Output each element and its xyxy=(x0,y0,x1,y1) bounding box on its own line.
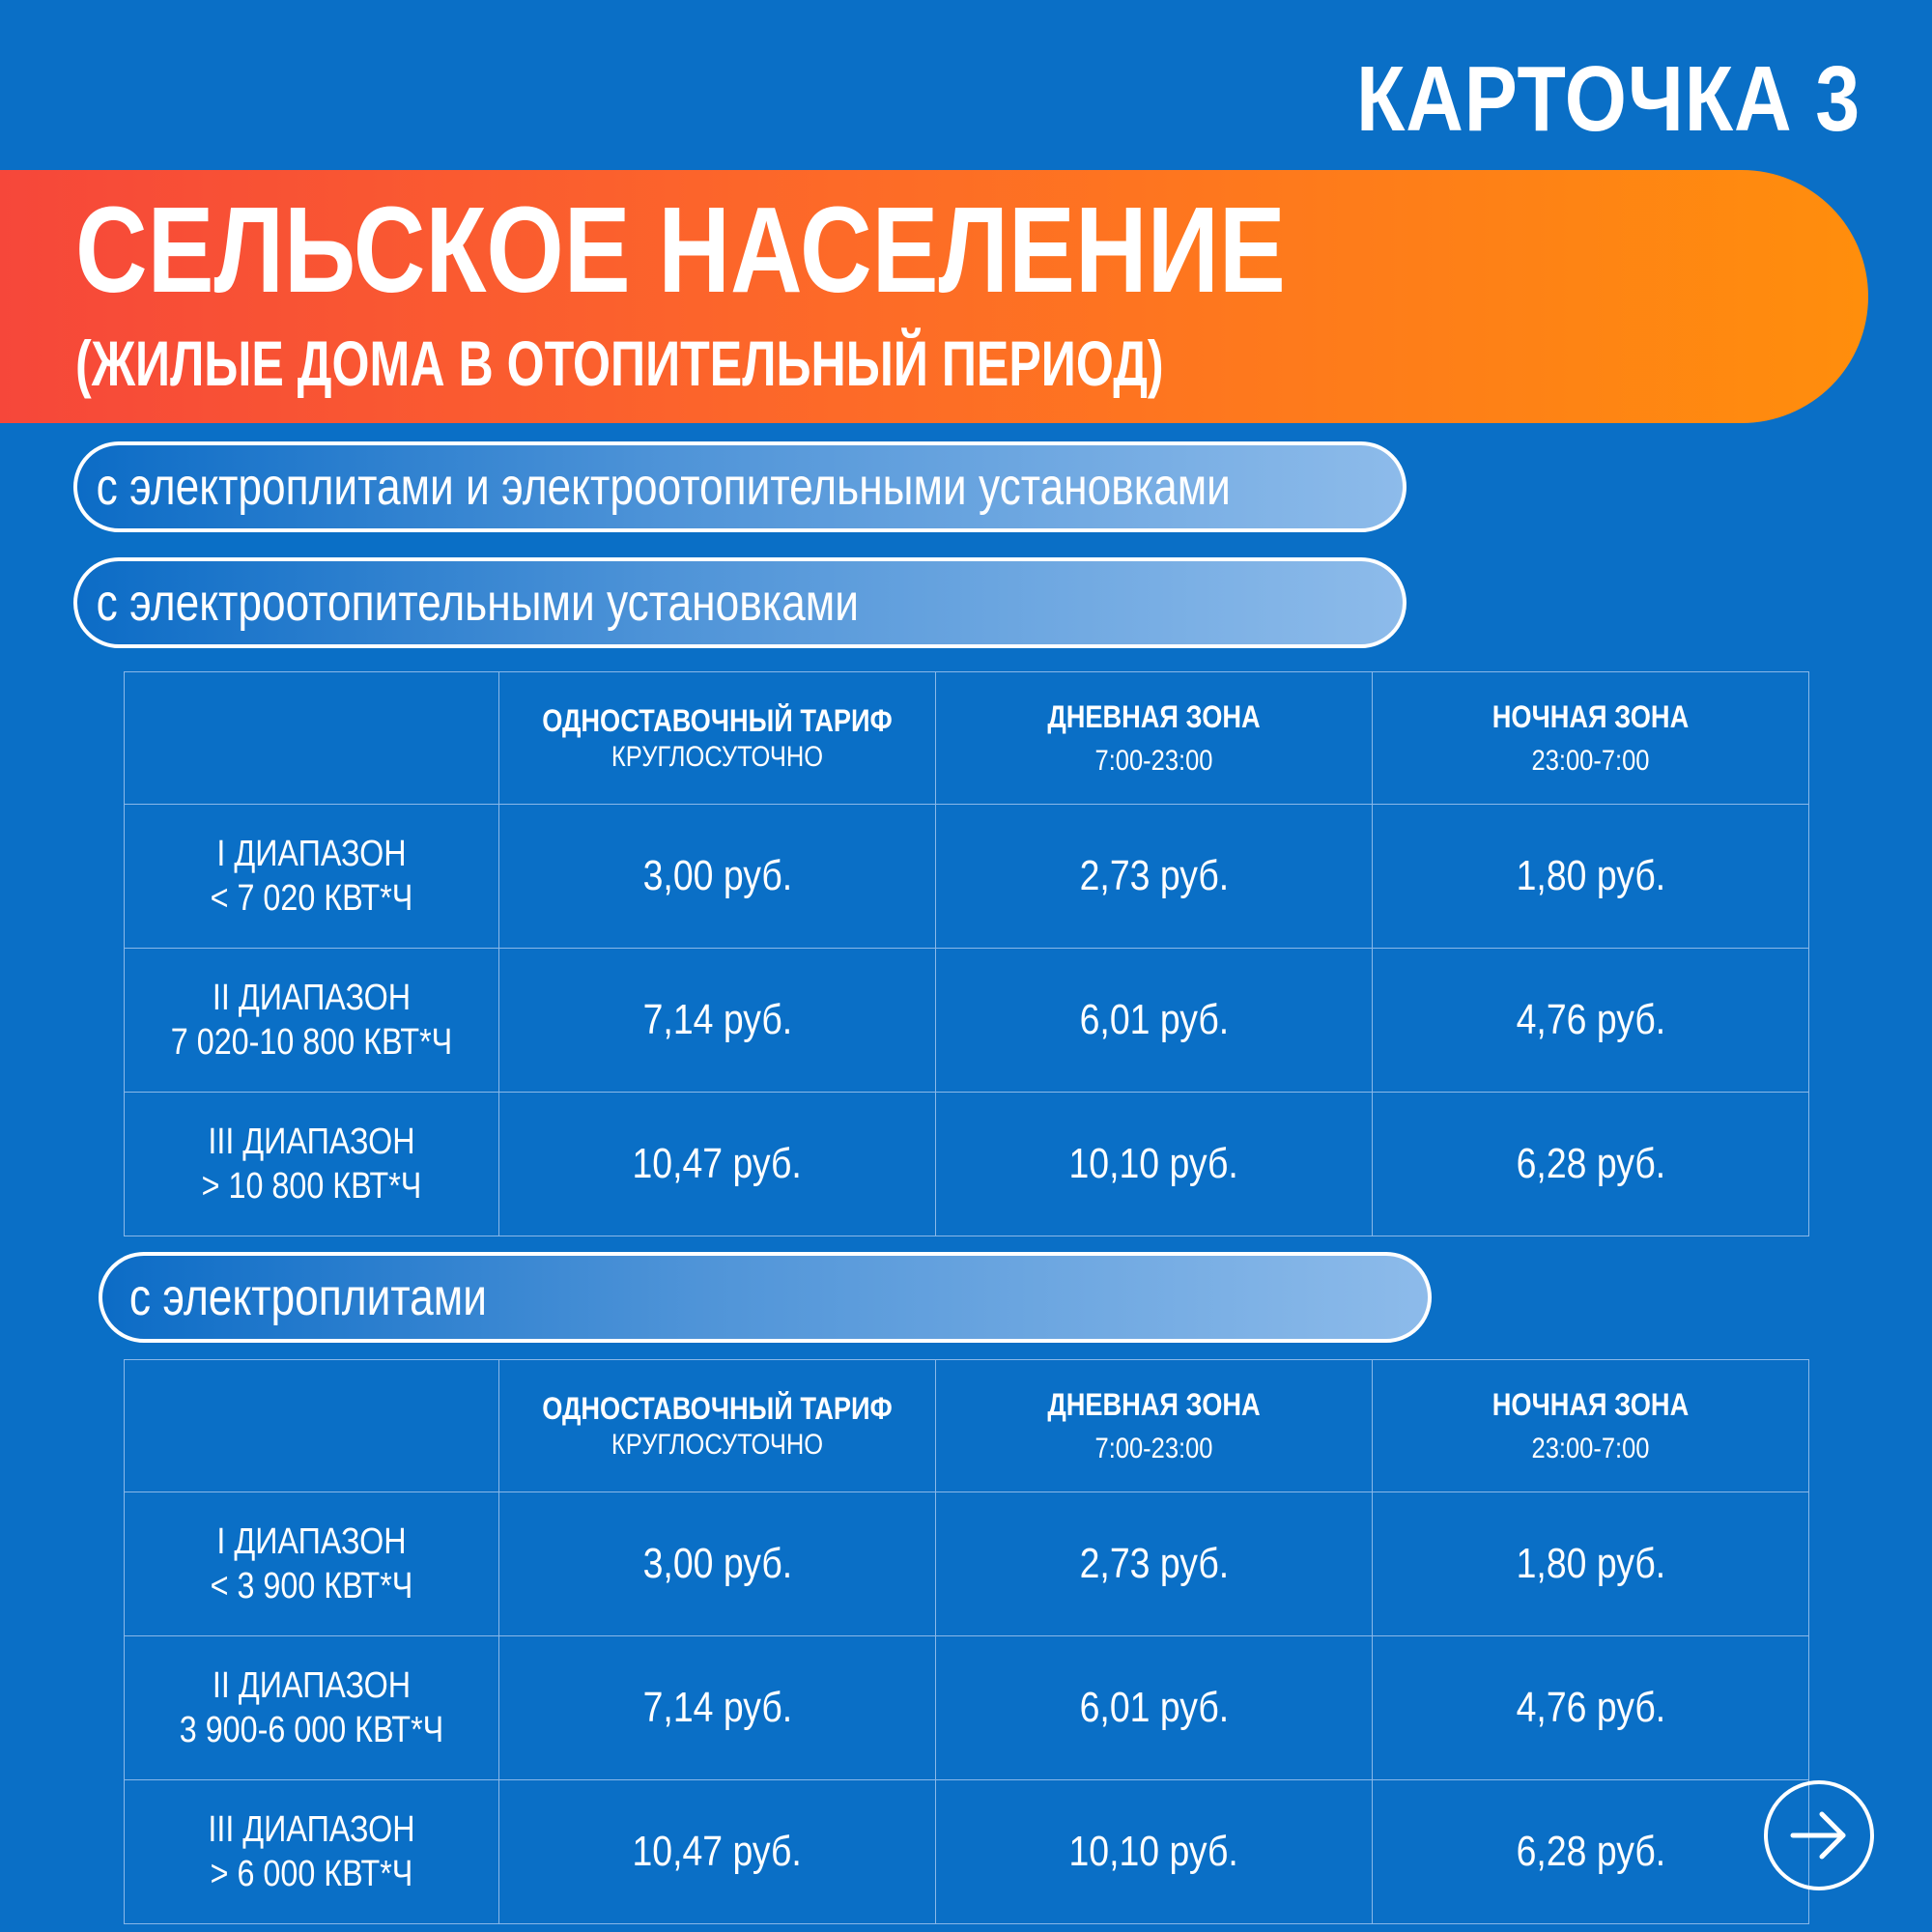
header-subtitle: 23:00-7:00 xyxy=(1531,744,1650,777)
header-subtitle: 7:00-23:00 xyxy=(1094,744,1213,777)
table-row xyxy=(125,949,1809,1093)
price-cell-night xyxy=(1373,805,1809,949)
card-label: КАРТОЧКА 3 xyxy=(1355,47,1861,151)
range-limit: > 6 000 КВТ*Ч xyxy=(210,1854,413,1894)
category-pill-stoves-and-heating xyxy=(73,441,1406,532)
range-cell xyxy=(125,1492,499,1636)
price-cell-single xyxy=(499,1093,936,1236)
category-pill-stoves xyxy=(99,1252,1432,1343)
price: 6,28 руб. xyxy=(1516,1828,1665,1875)
range-name: II ДИАПАЗОН xyxy=(212,978,412,1018)
arrow-right-icon xyxy=(1787,1804,1851,1867)
header-empty-cell xyxy=(125,1360,499,1492)
range-cell xyxy=(125,1780,499,1924)
price: 7,14 руб. xyxy=(642,996,792,1043)
price-cell-night xyxy=(1373,1492,1809,1636)
range-cell xyxy=(125,1636,499,1780)
header-title: НОЧНАЯ ЗОНА xyxy=(1492,698,1690,734)
price-cell-single xyxy=(499,1636,936,1780)
header-empty-cell xyxy=(125,672,499,805)
range-cell xyxy=(125,805,499,949)
price-cell-day xyxy=(936,1093,1373,1236)
price: 6,01 руб. xyxy=(1079,996,1229,1043)
table-header-row xyxy=(125,1360,1809,1492)
header-title: ДНЕВНАЯ ЗОНА xyxy=(1047,698,1261,734)
header-subtitle: КРУГЛОСУТОЧНО xyxy=(611,740,824,773)
range-limit: 3 900-6 000 КВТ*Ч xyxy=(179,1710,444,1750)
price: 2,73 руб. xyxy=(1079,852,1229,899)
header-single-rate xyxy=(499,672,936,805)
price-cell-night xyxy=(1373,1780,1809,1924)
header-title: ДНЕВНАЯ ЗОНА xyxy=(1047,1386,1261,1422)
price: 3,00 руб. xyxy=(642,1540,792,1587)
table-header-row xyxy=(125,672,1809,805)
range-name: I ДИАПАЗОН xyxy=(216,1521,407,1562)
price-cell-day xyxy=(936,1780,1373,1924)
header-subtitle: 23:00-7:00 xyxy=(1531,1432,1650,1464)
table-row xyxy=(125,1780,1809,1924)
header-subtitle: КРУГЛОСУТОЧНО xyxy=(611,1428,824,1461)
header-night-zone xyxy=(1373,1360,1809,1492)
price-cell-night xyxy=(1373,949,1809,1093)
price: 7,14 руб. xyxy=(642,1684,792,1731)
range-name: I ДИАПАЗОН xyxy=(216,834,407,874)
price-cell-day xyxy=(936,949,1373,1093)
category-pill-label: с электроплитами xyxy=(128,1268,487,1326)
price: 10,10 руб. xyxy=(1068,1828,1239,1875)
price-cell-night xyxy=(1373,1636,1809,1780)
page-title: СЕЛЬСКОЕ НАСЕЛЕНИЕ xyxy=(75,182,1286,318)
price: 4,76 руб. xyxy=(1516,996,1665,1043)
range-name: III ДИАПАЗОН xyxy=(208,1809,415,1850)
header-single-rate xyxy=(499,1360,936,1492)
price-cell-single xyxy=(499,1780,936,1924)
price: 1,80 руб. xyxy=(1516,852,1665,899)
header-title: ОДНОСТАВОЧНЫЙ ТАРИФ xyxy=(542,1390,893,1426)
range-limit: 7 020-10 800 КВТ*Ч xyxy=(170,1022,453,1063)
header-day-zone xyxy=(936,1360,1373,1492)
title-banner xyxy=(0,170,1868,423)
table-row xyxy=(125,1093,1809,1236)
price-cell-night xyxy=(1373,1093,1809,1236)
category-pill-label: с электроплитами и электроотопительными установками xyxy=(96,458,1231,516)
range-name: II ДИАПАЗОН xyxy=(212,1665,412,1706)
header-title: НОЧНАЯ ЗОНА xyxy=(1492,1386,1690,1422)
category-pill-heating xyxy=(73,557,1406,648)
price: 3,00 руб. xyxy=(642,852,792,899)
range-cell xyxy=(125,1093,499,1236)
page-subtitle: (ЖИЛЫЕ ДОМА В ОТОПИТЕЛЬНЫЙ ПЕРИОД) xyxy=(75,327,1164,399)
tariff-table-heating xyxy=(124,671,1809,1236)
table-row xyxy=(125,805,1809,949)
header-title: ОДНОСТАВОЧНЫЙ ТАРИФ xyxy=(542,702,893,738)
range-cell xyxy=(125,949,499,1093)
range-limit: < 7 020 КВТ*Ч xyxy=(210,878,413,919)
price: 6,28 руб. xyxy=(1516,1140,1665,1187)
range-limit: > 10 800 КВТ*Ч xyxy=(201,1166,422,1207)
table-row xyxy=(125,1492,1809,1636)
header-night-zone xyxy=(1373,672,1809,805)
price: 10,47 руб. xyxy=(632,1828,803,1875)
price: 2,73 руб. xyxy=(1079,1540,1229,1587)
table-row xyxy=(125,1636,1809,1780)
price-cell-single xyxy=(499,949,936,1093)
category-pill-label: с электроотопительными установками xyxy=(96,574,859,632)
price-cell-day xyxy=(936,1492,1373,1636)
price: 4,76 руб. xyxy=(1516,1684,1665,1731)
price-cell-single xyxy=(499,1492,936,1636)
price-cell-day xyxy=(936,1636,1373,1780)
price-cell-single xyxy=(499,805,936,949)
header-subtitle: 7:00-23:00 xyxy=(1094,1432,1213,1464)
price: 6,01 руб. xyxy=(1079,1684,1229,1731)
next-card-button[interactable] xyxy=(1764,1780,1874,1890)
price-cell-day xyxy=(936,805,1373,949)
price: 10,10 руб. xyxy=(1068,1140,1239,1187)
price: 10,47 руб. xyxy=(632,1140,803,1187)
header-day-zone xyxy=(936,672,1373,805)
price: 1,80 руб. xyxy=(1516,1540,1665,1587)
tariff-table-stoves xyxy=(124,1359,1809,1924)
range-limit: < 3 900 КВТ*Ч xyxy=(210,1566,413,1606)
range-name: III ДИАПАЗОН xyxy=(208,1122,415,1162)
